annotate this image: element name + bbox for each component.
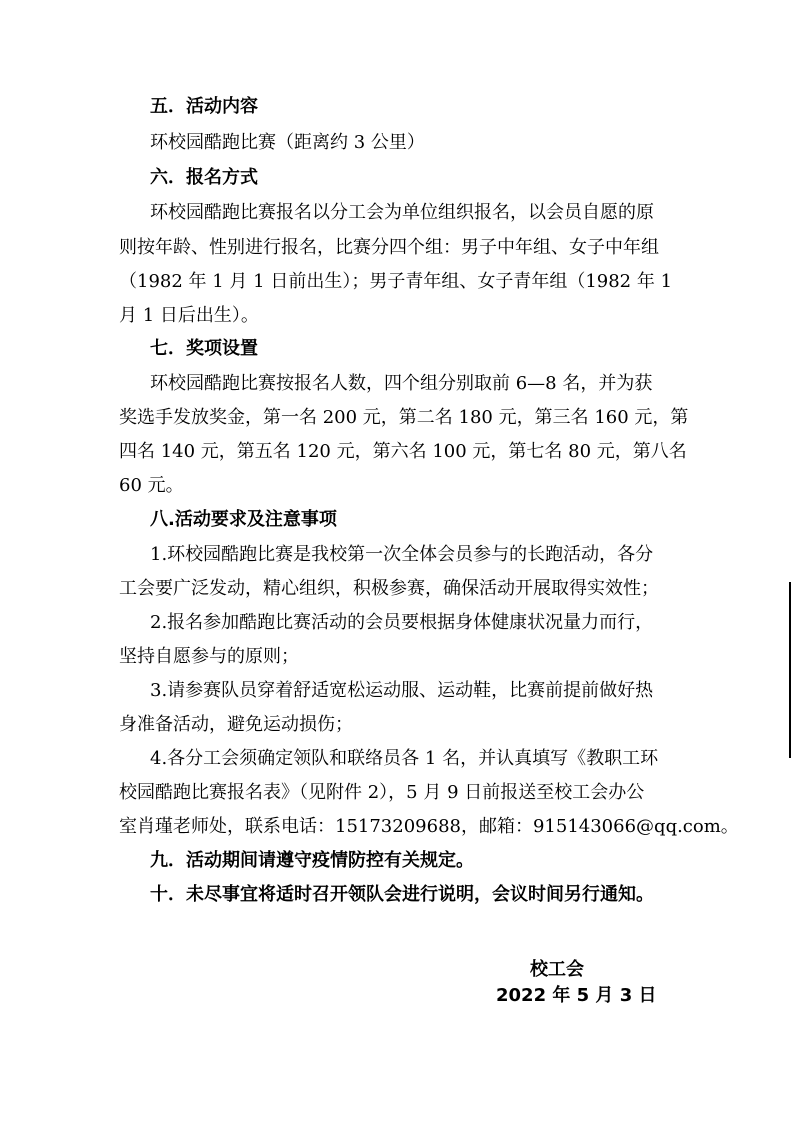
section-heading-6: 六．报名方式 bbox=[150, 167, 258, 188]
signature-date: 2022 年 5 月 3 日 bbox=[496, 985, 657, 1006]
section-7-line-1: 环校园酷跑比赛按报名人数，四个组分别取前 6—8 名，并为获 bbox=[150, 373, 653, 394]
section-7-line-3: 四名 140 元，第五名 120 元，第六名 100 元，第七名 80 元，第八名 bbox=[119, 441, 687, 462]
section-8-item-2-line-2: 坚持自愿参与的原则； bbox=[119, 646, 299, 667]
section-5-line-1: 环校园酷跑比赛（距离约 3 公里） bbox=[150, 132, 425, 153]
section-6-line-2: 则按年龄、性别进行报名，比赛分四个组：男子中年组、女子中年组 bbox=[119, 237, 659, 258]
section-8-item-4-line-1: 4.各分工会须确定领队和联络员各 1 名，并认真填写《教职工环 bbox=[150, 748, 659, 769]
section-6-line-4: 月 1 日后出生）。 bbox=[119, 305, 259, 326]
section-8-item-3-line-1: 3.请参赛队员穿着舒适宽松运动服、运动鞋，比赛前提前做好热 bbox=[150, 680, 654, 701]
section-heading-8: 八.活动要求及注意事项 bbox=[150, 509, 337, 530]
section-heading-5: 五．活动内容 bbox=[150, 96, 258, 117]
section-heading-7: 七．奖项设置 bbox=[150, 338, 258, 359]
section-6-line-3: （1982 年 1 月 1 日前出生）；男子青年组、女子青年组（1982 年 1 bbox=[119, 271, 673, 292]
signature-org: 校工会 bbox=[530, 959, 584, 980]
section-heading-9: 九．活动期间请遵守疫情防控有关规定。 bbox=[150, 850, 474, 871]
section-6-line-1: 环校园酷跑比赛报名以分工会为单位组织报名，以会员自愿的原 bbox=[150, 202, 654, 223]
section-7-line-2: 奖选手发放奖金，第一名 200 元，第二名 180 元，第三名 160 元，第 bbox=[119, 407, 689, 428]
margin-line bbox=[789, 582, 791, 758]
section-8-item-2-line-1: 2.报名参加酷跑比赛活动的会员要根据身体健康状况量力而行， bbox=[150, 612, 654, 633]
section-8-item-3-line-2: 身准备活动，避免运动损伤； bbox=[119, 714, 353, 735]
section-7-line-4: 60 元。 bbox=[119, 475, 184, 496]
section-8-item-1-line-2: 工会要广泛发动，精心组织，积极参赛，确保活动开展取得实效性； bbox=[119, 578, 659, 599]
section-8-item-1-line-1: 1.环校园酷跑比赛是我校第一次全体会员参与的长跑活动，各分 bbox=[150, 544, 654, 565]
section-8-item-4-line-2: 校园酷跑比赛报名表》（见附件 2），5 月 9 日前报送至校工会办公 bbox=[119, 782, 645, 803]
section-heading-10: 十．未尽事宜将适时召开领队会进行说明，会议时间另行通知。 bbox=[150, 884, 654, 905]
section-8-item-4-line-3: 室肖瑾老师处，联系电话：15173209688，邮箱：915143066@qq.com。 bbox=[119, 816, 739, 837]
